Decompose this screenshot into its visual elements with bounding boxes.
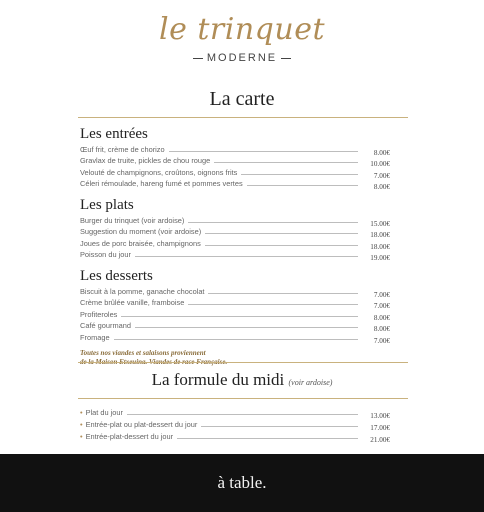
item-price: 18.00€ (370, 242, 390, 251)
leader-line (177, 438, 358, 439)
item-price: 8.00€ (373, 183, 390, 191)
leader-line (135, 327, 358, 328)
leader-line (135, 256, 358, 257)
logo-subtitle-text: MODERNE (206, 52, 278, 64)
item-price: 13.00€ (370, 412, 390, 420)
menu-item (80, 331, 390, 343)
item-price: 7.00€ (373, 290, 390, 299)
menu-item (80, 320, 390, 332)
menu-item (80, 178, 390, 190)
item-name: Œuf frit, crème de chorizo (80, 144, 165, 154)
formule-divider (78, 398, 408, 399)
item-name: Crème brûlée vanille, framboise (80, 298, 185, 307)
item-name: Céleri rémoulade, hareng fumé et pommes vertes (80, 179, 243, 188)
leader-line (188, 304, 358, 305)
logo-script: le trinquet (158, 12, 326, 47)
logo-dash-left (193, 58, 203, 59)
formule-subtitle: (voir ardoise) (288, 378, 333, 387)
menu-item (80, 226, 390, 238)
item-name: Joues de porc braisée, champignons (80, 238, 201, 248)
leader-line (205, 233, 358, 234)
leader-line (169, 151, 358, 152)
leader-line (188, 222, 358, 223)
item-name: Profiteroles (80, 309, 118, 319)
item-name: Fromage (80, 332, 110, 342)
menu-item (80, 143, 390, 155)
item-price: 8.00€ (373, 313, 390, 322)
bullet-icon: • (80, 420, 83, 429)
menu-item (80, 285, 390, 297)
origin-note-line: Toutes nos viandes et salaisons proviennent (80, 348, 206, 357)
top-divider (78, 117, 408, 118)
logo-dash-right (281, 58, 291, 59)
item-name: Entrée-plat-dessert du jour (85, 432, 174, 441)
leader-line (241, 174, 358, 175)
menu-item (80, 214, 390, 226)
item-price: 7.00€ (373, 302, 390, 310)
origin-note-line: de la Maison Etxeuina. Viandes de race Française. (80, 357, 228, 366)
menu-item (80, 249, 390, 261)
item-price: 17.00€ (370, 424, 390, 432)
footer-text: à table. (217, 473, 267, 492)
item-name: Burger du trinquet (voir ardoise) (80, 215, 185, 225)
footer-banner (0, 454, 484, 512)
menu-item (80, 297, 390, 309)
item-name: Plat du jour (85, 408, 123, 417)
item-price: 15.00€ (370, 219, 390, 228)
mid-divider (78, 362, 408, 363)
item-name: Biscuit à la pomme, ganache chocolat (80, 286, 205, 296)
item-price: 7.00€ (373, 336, 390, 345)
leader-line (214, 162, 358, 163)
formule-title-text: La formule du midi (151, 370, 285, 389)
bullet-icon: • (80, 432, 83, 441)
formule-item (80, 430, 390, 442)
formule-title (0, 370, 484, 390)
leader-line (247, 185, 358, 186)
item-price: 7.00€ (373, 171, 390, 180)
formule-list (80, 406, 390, 442)
section-title-plats: Les plats (80, 197, 134, 213)
leader-line (201, 426, 358, 427)
leader-line (208, 293, 358, 294)
leader-line (127, 414, 358, 415)
item-name: Poisson du jour (80, 250, 131, 259)
section-title-desserts: Les desserts (80, 268, 153, 284)
origin-note (80, 349, 390, 367)
menu (80, 123, 390, 367)
item-price: 8.00€ (373, 325, 390, 333)
item-name: Café gourmand (80, 321, 131, 330)
item-price: 10.00€ (370, 160, 390, 168)
menu-item (80, 237, 390, 249)
section-title-entrees: Les entrées (80, 126, 148, 142)
item-price: 21.00€ (370, 436, 390, 444)
item-price: 19.00€ (370, 254, 390, 262)
leader-line (121, 316, 358, 317)
item-name: Suggestion du moment (voir ardoise) (80, 227, 202, 236)
item-price: 18.00€ (370, 231, 390, 239)
item-name: Gravlax de truite, pickles de chou rouge (80, 156, 211, 165)
menu-item (80, 155, 390, 167)
item-price: 8.00€ (373, 148, 390, 157)
item-name: Entrée-plat ou plat-dessert du jour (85, 420, 198, 429)
logo-subtitle (0, 52, 484, 64)
bullet-icon: • (80, 408, 83, 417)
leader-line (114, 339, 358, 340)
leader-line (205, 245, 358, 246)
carte-title: La carte (209, 88, 275, 110)
formule-item (80, 418, 390, 430)
menu-item (80, 166, 390, 178)
logo (0, 10, 484, 64)
formule-item (80, 406, 390, 418)
menu-item (80, 308, 390, 320)
item-name: Velouté de champignons, croûtons, oignons frits (80, 167, 238, 177)
